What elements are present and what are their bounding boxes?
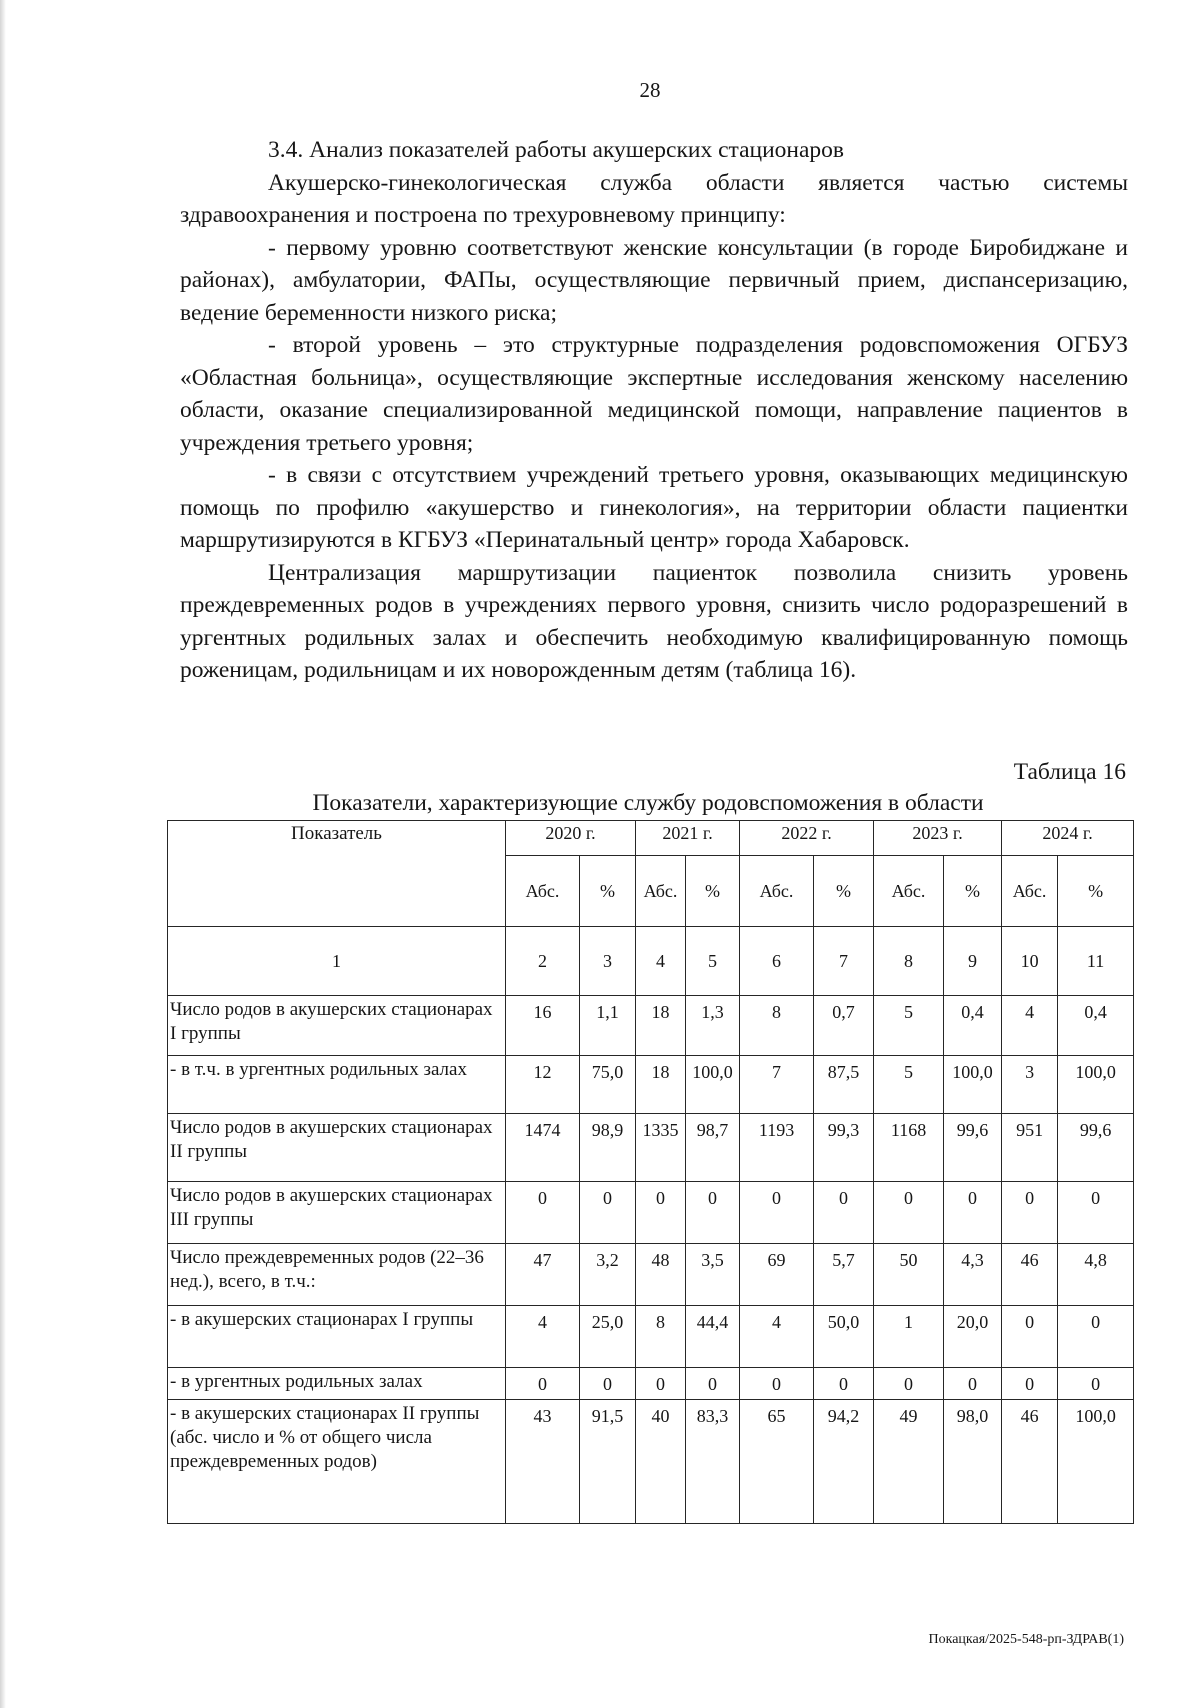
pct-value-cell: 0,4 [944,996,1002,1056]
pct-value-cell: 0 [944,1368,1002,1400]
table-label: Таблица 16 [1013,759,1126,785]
abs-value-cell: 48 [636,1244,686,1306]
paragraph: Акушерско-гинекологическая служба области является частью системы здравоохранения и построена по трехуровневому принципу: [180,169,1128,228]
pct-value-cell: 0 [686,1368,740,1400]
indicators-table [167,820,1134,1524]
abs-value-cell: 1 [874,1306,944,1368]
abs-value-cell: 16 [506,996,580,1056]
column-number: 2 [506,927,580,996]
column-number: 11 [1058,927,1134,996]
abs-value-cell: 0 [1002,1306,1058,1368]
row-label: - в ургентных родильных залах [168,1368,506,1400]
row-label: - в акушерских стационарах I группы [168,1306,506,1368]
abs-value-cell: 5 [874,1056,944,1114]
pct-value-cell: 99,6 [1058,1114,1134,1182]
column-number: 7 [814,927,874,996]
pct-value-cell: 100,0 [1058,1400,1134,1524]
abs-value-cell: 0 [874,1182,944,1244]
column-number: 10 [1002,927,1058,996]
abs-value-cell: 7 [740,1056,814,1114]
table-row [168,1400,1134,1524]
table-row [168,1114,1134,1182]
abs-value-cell: 50 [874,1244,944,1306]
pct-value-cell: 75,0 [580,1056,636,1114]
pct-value-cell: 83,3 [686,1400,740,1524]
abs-value-cell: 46 [1002,1400,1058,1524]
abs-value-cell: 3 [1002,1056,1058,1114]
row-label: Число преждевременных родов (22–36 нед.), всего, в т.ч.: [168,1244,506,1306]
pct-value-cell: 100,0 [686,1056,740,1114]
column-number: 3 [580,927,636,996]
abs-value-cell: 5 [874,996,944,1056]
abs-value-cell: 47 [506,1244,580,1306]
pct-value-cell: 94,2 [814,1400,874,1524]
pct-value-cell: 100,0 [944,1056,1002,1114]
abs-header: Абс. [506,856,580,927]
pct-value-cell: 100,0 [1058,1056,1134,1114]
abs-value-cell: 1193 [740,1114,814,1182]
column-number: 4 [636,927,686,996]
indicator-header: Показатель [168,821,506,927]
abs-value-cell: 0 [874,1368,944,1400]
body-text [180,134,1128,687]
abs-value-cell: 65 [740,1400,814,1524]
column-number: 1 [168,927,506,996]
document-code: Покацкая/2025-548-рп-ЗДРАВ(1) [928,1632,1124,1647]
pct-value-cell: 0 [814,1182,874,1244]
pct-value-cell: 25,0 [580,1306,636,1368]
row-label: Число родов в акушерских стационарах III группы [168,1182,506,1244]
pct-value-cell: 87,5 [814,1056,874,1114]
abs-value-cell: 1474 [506,1114,580,1182]
abs-value-cell: 8 [740,996,814,1056]
year-header: 2022 г. [740,821,874,856]
abs-value-cell: 0 [506,1182,580,1244]
paragraph: Централизация маршрутизации пациенток позволила снизить уровень преждевременных родов в учреждениях первого уровня, снизить число родоразрешений в ургентных родильных залах и обеспечить необходимую квалифицированную помощь роженицам, родильницам и их новорожденным детям (таблица 16). [180,559,1128,683]
pct-value-cell: 0 [1058,1368,1134,1400]
abs-value-cell: 18 [636,1056,686,1114]
row-label: - в т.ч. в ургентных родильных залах [168,1056,506,1114]
pct-value-cell: 0 [580,1368,636,1400]
abs-value-cell: 18 [636,996,686,1056]
table-row [168,1056,1134,1114]
scan-edge [0,0,6,1708]
pct-value-cell: 98,0 [944,1400,1002,1524]
row-label: Число родов в акушерских стационарах I группы [168,996,506,1056]
pct-value-cell: 99,6 [944,1114,1002,1182]
pct-value-cell: 0,7 [814,996,874,1056]
column-number: 8 [874,927,944,996]
pct-header: % [580,856,636,927]
table-row [168,1244,1134,1306]
pct-value-cell: 0 [814,1368,874,1400]
pct-header: % [686,856,740,927]
pct-value-cell: 0 [1058,1182,1134,1244]
abs-value-cell: 12 [506,1056,580,1114]
abs-value-cell: 4 [506,1306,580,1368]
abs-value-cell: 951 [1002,1114,1058,1182]
abs-value-cell: 0 [506,1368,580,1400]
abs-value-cell: 0 [1002,1368,1058,1400]
paragraph: - в связи с отсутствием учреждений третьего уровня, оказывающих медицинскую помощь по профилю «акушерство и гинекология», на территории области пациентки маршрутизируются в КГБУЗ «Перинатальный центр» города Хабаровск. [180,462,1128,553]
paragraph: - первому уровню соответствуют женские консультации (в городе Биробиджане и районах), амбулатории, ФАПы, осуществляющие первичный прием, диспансеризацию, ведение беременности низкого риска; [180,234,1128,326]
abs-header: Абс. [1002,856,1058,927]
pct-value-cell: 44,4 [686,1306,740,1368]
column-number: 9 [944,927,1002,996]
pct-value-cell: 50,0 [814,1306,874,1368]
abs-value-cell: 1335 [636,1114,686,1182]
pct-header: % [1058,856,1134,927]
table-row [168,1368,1134,1400]
pct-value-cell: 91,5 [580,1400,636,1524]
abs-header: Абс. [636,856,686,927]
abs-value-cell: 0 [636,1368,686,1400]
abs-value-cell: 40 [636,1400,686,1524]
pct-value-cell: 0 [580,1182,636,1244]
pct-value-cell: 4,3 [944,1244,1002,1306]
paragraph: - второй уровень – это структурные подразделения родовспоможения ОГБУЗ «Областная больница», осуществляющие экспертные исследования женскому населению области, оказание специализированной медицинской помощи, направление пациентов в учреждения третьего уровня; [180,332,1128,456]
pct-value-cell: 20,0 [944,1306,1002,1368]
pct-value-cell: 0 [686,1182,740,1244]
table-row [168,996,1134,1056]
abs-value-cell: 8 [636,1306,686,1368]
pct-value-cell: 0 [944,1182,1002,1244]
pct-value-cell: 3,2 [580,1244,636,1306]
year-header: 2024 г. [1002,821,1134,856]
section-heading: 3.4. Анализ показателей работы акушерских стационаров [268,137,845,163]
abs-value-cell: 49 [874,1400,944,1524]
abs-value-cell: 4 [1002,996,1058,1056]
abs-value-cell: 0 [740,1182,814,1244]
abs-value-cell: 69 [740,1244,814,1306]
abs-value-cell: 4 [740,1306,814,1368]
pct-value-cell: 3,5 [686,1244,740,1306]
table-row [168,1306,1134,1368]
table-title: Показатели, характеризующие службу родовспоможения в области [312,790,984,816]
row-label: - в акушерских стационарах II группы (абс. число и % от общего числа преждевременных родов) [168,1400,506,1524]
abs-value-cell: 0 [1002,1182,1058,1244]
abs-value-cell: 0 [740,1368,814,1400]
column-number: 6 [740,927,814,996]
abs-header: Абс. [874,856,944,927]
year-header: 2021 г. [636,821,740,856]
pct-header: % [944,856,1002,927]
column-number: 5 [686,927,740,996]
year-header: 2020 г. [506,821,636,856]
pct-value-cell: 4,8 [1058,1244,1134,1306]
abs-value-cell: 1168 [874,1114,944,1182]
page-number: 28 [639,78,661,102]
year-header: 2023 г. [874,821,1002,856]
pct-value-cell: 0,4 [1058,996,1134,1056]
pct-value-cell: 0 [1058,1306,1134,1368]
abs-value-cell: 46 [1002,1244,1058,1306]
pct-value-cell: 1,3 [686,996,740,1056]
table-row [168,1182,1134,1244]
pct-value-cell: 5,7 [814,1244,874,1306]
pct-value-cell: 99,3 [814,1114,874,1182]
abs-value-cell: 0 [636,1182,686,1244]
pct-value-cell: 98,7 [686,1114,740,1182]
abs-value-cell: 43 [506,1400,580,1524]
pct-value-cell: 1,1 [580,996,636,1056]
row-label: Число родов в акушерских стационарах II группы [168,1114,506,1182]
abs-header: Абс. [740,856,814,927]
pct-value-cell: 98,9 [580,1114,636,1182]
pct-header: % [814,856,874,927]
